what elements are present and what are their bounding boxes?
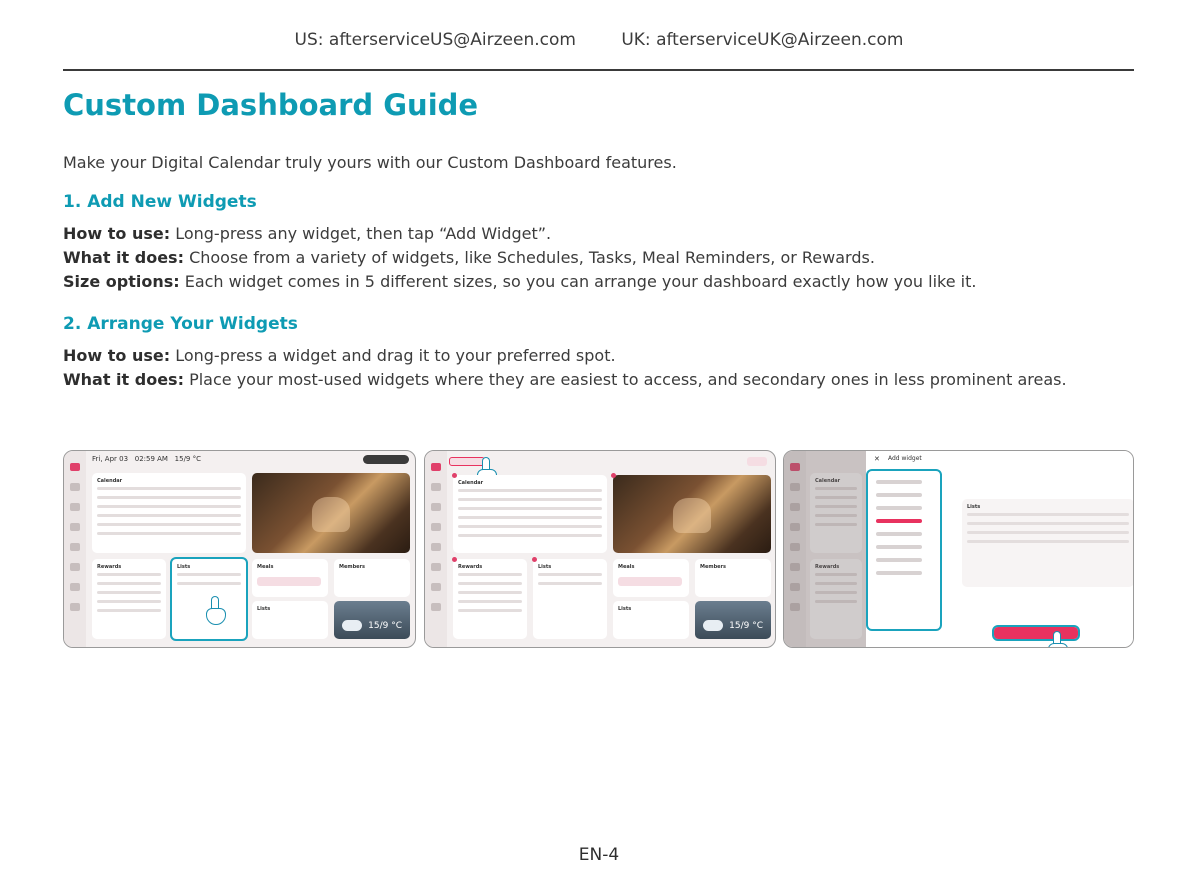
lists-widget[interactable]	[533, 559, 607, 639]
section-arrange-widgets	[63, 314, 1133, 392]
row-label: How to use:	[63, 224, 171, 243]
panel-title: Add widget	[888, 455, 922, 462]
page-title: Custom Dashboard Guide	[63, 88, 479, 122]
rewards-widget[interactable]	[453, 559, 527, 639]
widget-title: Calendar	[97, 478, 123, 484]
ok-button[interactable]	[747, 457, 767, 466]
widget-title: Lists	[257, 606, 271, 612]
row-text: Place your most-used widgets where they are easiest to access, and secondary ones in less prominent areas.	[183, 370, 1067, 389]
widget-title: Rewards	[97, 564, 122, 570]
close-icon[interactable]: ✕	[874, 455, 880, 463]
members-widget[interactable]	[695, 559, 771, 597]
members-widget[interactable]	[334, 559, 410, 597]
nav-rail	[64, 451, 86, 647]
weather-temp: 15/9 °C	[729, 621, 763, 631]
weather-widget[interactable]	[334, 601, 410, 639]
row-text: Choose from a variety of widgets, like Schedules, Tasks, Meal Reminders, or Rewards.	[183, 248, 875, 267]
contact-us: US: afterserviceUS@Airzeen.com	[294, 30, 576, 50]
widget-title: Lists	[967, 504, 981, 510]
instruction-row	[63, 344, 1133, 368]
row-label: How to use:	[63, 346, 171, 365]
widget-title: Meals	[618, 564, 635, 570]
instruction-row	[63, 270, 1133, 294]
section-add-widgets	[63, 192, 1133, 294]
nav-rail	[425, 451, 447, 647]
meals-widget[interactable]	[613, 559, 689, 597]
calendar-widget[interactable]	[453, 475, 607, 553]
widget-title: Members	[339, 564, 365, 570]
status-bar	[92, 455, 409, 467]
row-label: What it does:	[63, 248, 184, 267]
intro-text: Make your Digital Calendar truly yours with our Custom Dashboard features.	[63, 153, 677, 172]
remove-dot-icon[interactable]	[452, 557, 457, 562]
status-icons	[363, 455, 409, 464]
remove-dot-icon[interactable]	[611, 473, 616, 478]
header-divider	[63, 69, 1134, 71]
widget-title: Lists	[538, 564, 552, 570]
section-heading: 2. Arrange Your Widgets	[63, 314, 298, 334]
remove-dot-icon[interactable]	[452, 473, 457, 478]
screenshot-long-press	[63, 450, 416, 648]
widget-title: Calendar	[458, 480, 484, 486]
contact-uk: UK: afterserviceUK@Airzeen.com	[621, 30, 904, 50]
rewards-widget[interactable]	[92, 559, 166, 639]
date-text: Fri, Apr 03	[92, 455, 129, 463]
weather-widget[interactable]	[695, 601, 771, 639]
hand-icon	[204, 596, 228, 626]
row-text: Long-press any widget, then tap “Add Widget”.	[170, 224, 552, 243]
instruction-row	[63, 222, 1133, 246]
lists-widget-small[interactable]	[252, 601, 328, 639]
row-text: Each widget comes in 5 different sizes, so you can arrange your dashboard exactly how you like it.	[179, 272, 977, 291]
photo-widget[interactable]	[252, 473, 410, 553]
screenshot-add-widget	[424, 450, 776, 648]
widget-title: Meals	[257, 564, 274, 570]
temp-text: 15/9 °C	[174, 455, 201, 463]
meals-widget[interactable]	[252, 559, 328, 597]
hand-icon	[1046, 631, 1070, 648]
time-text: 02:59 AM	[134, 455, 168, 463]
selection-highlight	[866, 469, 942, 631]
row-text: Long-press a widget and drag it to your preferred spot.	[170, 346, 616, 365]
widget-title: Lists	[177, 564, 191, 570]
calendar-widget[interactable]	[92, 473, 246, 553]
widget-title: Lists	[618, 606, 632, 612]
instruction-row	[63, 246, 1133, 270]
lists-widget-small[interactable]	[613, 601, 689, 639]
photo-widget[interactable]	[613, 475, 771, 553]
widget-title: Calendar	[815, 478, 841, 484]
page-number: EN-4	[578, 845, 620, 865]
screenshot-strip	[63, 450, 1134, 650]
weather-temp: 15/9 °C	[368, 621, 402, 631]
section-heading: 1. Add New Widgets	[63, 192, 257, 212]
lists-preview	[962, 499, 1134, 587]
remove-dot-icon[interactable]	[532, 557, 537, 562]
row-label: Size options:	[63, 272, 180, 291]
widget-title: Rewards	[458, 564, 483, 570]
screenshot-widget-picker	[783, 450, 1134, 648]
widget-title: Rewards	[815, 564, 840, 570]
widget-title: Members	[700, 564, 726, 570]
dim-overlay	[784, 451, 866, 647]
instruction-row	[63, 368, 1133, 392]
contact-line	[0, 30, 1198, 50]
row-label: What it does:	[63, 370, 184, 389]
